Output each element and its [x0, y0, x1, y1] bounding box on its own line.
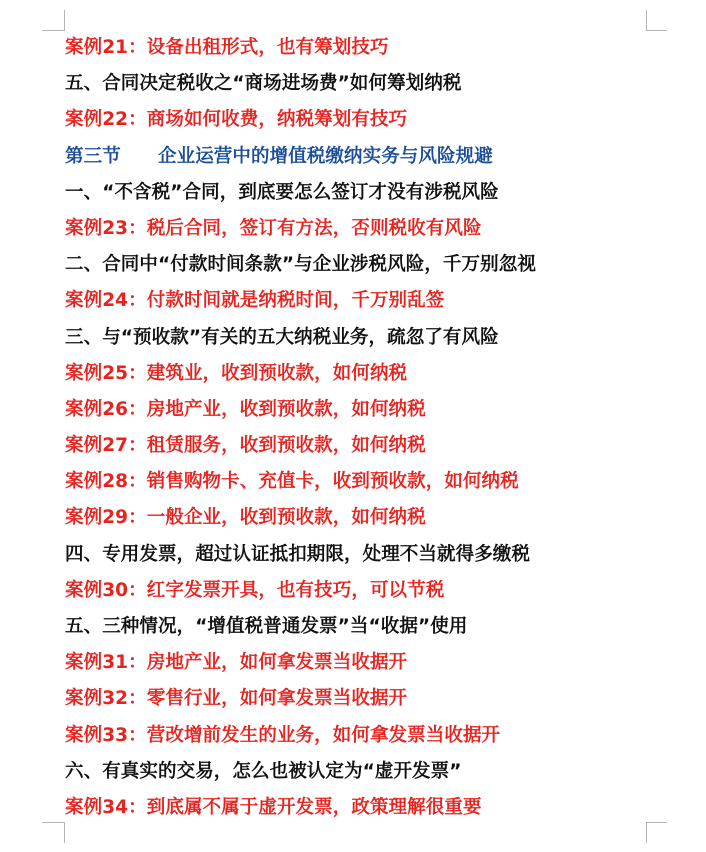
case-line: 案例22：商场如何收费，纳税筹划有技巧 [65, 109, 408, 131]
case-line: 案例31：房地产业，如何拿发票当收据开 [65, 652, 408, 674]
case-line: 案例27：租赁服务，收到预收款，如何纳税 [65, 435, 426, 457]
case-line: 案例26：房地产业，收到预收款，如何纳税 [65, 398, 426, 420]
case-line: 案例21：设备出租形式，也有筹划技巧 [65, 37, 389, 58]
crop-mark-bottom-left [42, 822, 65, 843]
case-line: 案例32：零售行业，如何拿发票当收据开 [65, 688, 408, 710]
heading-line: 五、合同决定税收之“商场进场费”如何筹划纳税 [65, 73, 462, 95]
case-line: 案例29：一般企业，收到预收款，如何纳税 [65, 507, 426, 529]
case-line: 案例28：销售购物卡、充值卡，收到预收款，如何纳税 [65, 471, 519, 493]
heading-line: 六、有真实的交易，怎么也被认定为“虚开发票” [65, 760, 462, 782]
case-line: 案例34：到底属不属于虚开发票，政策理解很重要 [65, 796, 482, 818]
case-line: 案例24：付款时间就是纳税时间，千万别乱签 [65, 290, 445, 312]
crop-mark-top-right [646, 10, 667, 31]
case-line: 案例25：建筑业，收到预收款，如何纳税 [65, 362, 408, 384]
heading-line: 四、专用发票，超过认证抵扣期限，处理不当就得多缴税 [65, 543, 531, 565]
heading-line: 五、三种情况，“增值税普通发票”当“收据”使用 [65, 616, 468, 637]
heading-line: 二、合同中“付款时间条款”与企业涉税风险，千万别忽视 [65, 254, 536, 276]
heading-line: 三、与“预收款”有关的五大纳税业务，疏忽了有风险 [65, 326, 499, 348]
case-line: 案例23：税后合同，签订有方法，否则税收有风险 [65, 217, 482, 239]
case-line: 案例33：营改增前发生的业务，如何拿发票当收据开 [65, 724, 501, 746]
table-of-contents [65, 30, 665, 826]
crop-mark-top-left [42, 10, 65, 31]
case-line: 案例30：红字发票开具，也有技巧，可以节税 [65, 579, 445, 601]
section-title: 第三节 企业运营中的增值税缴纳实务与风险规避 [65, 145, 493, 167]
heading-line: 一、“不含税”合同，到底要怎么签订才没有涉税风险 [65, 181, 499, 203]
